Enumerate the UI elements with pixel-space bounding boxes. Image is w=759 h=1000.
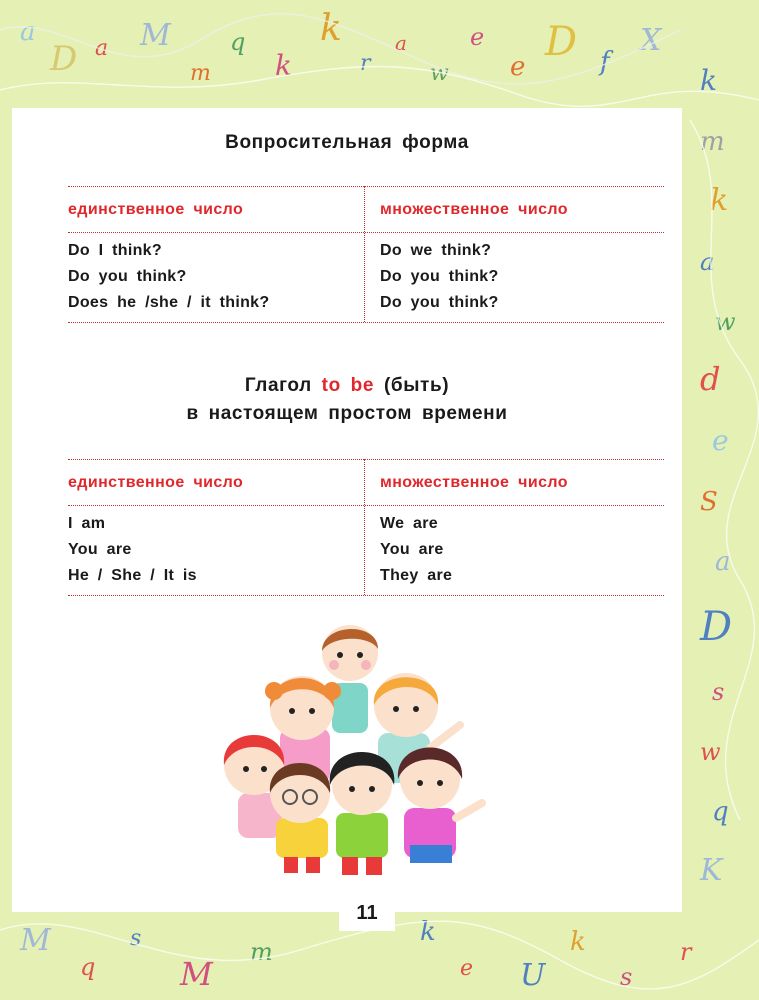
table-divider xyxy=(68,186,664,187)
svg-text:f: f xyxy=(600,47,610,77)
svg-text:k: k xyxy=(570,927,586,957)
table-column-divider xyxy=(364,459,365,595)
section1-title: Вопросительная форма xyxy=(225,132,469,153)
singular-forms xyxy=(68,511,197,589)
svg-text:M: M xyxy=(140,18,171,53)
table-row: Do we think? xyxy=(380,242,492,259)
svg-text:k: k xyxy=(700,64,717,97)
svg-text:m: m xyxy=(190,61,211,86)
title-prefix: Глагол xyxy=(244,375,312,396)
svg-text:D: D xyxy=(700,604,733,650)
svg-text:D: D xyxy=(50,39,78,79)
singular-header: единственное число xyxy=(68,474,244,491)
svg-text:a: a xyxy=(395,31,407,55)
svg-text:U: U xyxy=(520,958,546,993)
table-row: You are xyxy=(380,541,444,558)
svg-text:D: D xyxy=(545,19,578,65)
svg-text:k: k xyxy=(420,917,436,947)
singular-forms xyxy=(68,238,269,316)
svg-text:w: w xyxy=(430,61,449,86)
table-divider xyxy=(68,459,664,460)
table-row: Do I think? xyxy=(68,242,162,259)
table-row: Do you think? xyxy=(68,268,187,285)
section2-title xyxy=(12,372,682,428)
svg-text:m: m xyxy=(700,127,725,157)
table-row: They are xyxy=(380,567,453,584)
svg-text:k: k xyxy=(710,183,729,218)
svg-text:r: r xyxy=(360,51,371,76)
svg-text:S: S xyxy=(700,487,718,517)
svg-text:s: s xyxy=(712,678,725,706)
svg-text:a: a xyxy=(95,36,109,61)
group-of-children-illustration xyxy=(210,613,490,878)
svg-text:a: a xyxy=(715,547,731,577)
table-row: Do you think? xyxy=(380,294,499,311)
table-row: Do you think? xyxy=(380,268,499,285)
svg-text:k: k xyxy=(320,8,342,49)
table-divider xyxy=(68,322,664,323)
content-panel xyxy=(12,108,682,912)
svg-text:d: d xyxy=(700,360,721,398)
plural-header: множественное число xyxy=(380,201,568,218)
svg-text:K: K xyxy=(700,853,723,888)
svg-text:m: m xyxy=(250,938,273,966)
svg-text:e: e xyxy=(712,424,729,457)
svg-text:r: r xyxy=(680,938,692,966)
svg-text:s: s xyxy=(130,926,142,951)
svg-text:w: w xyxy=(715,308,736,336)
table-divider xyxy=(68,232,664,233)
table-divider xyxy=(68,505,664,506)
svg-text:s: s xyxy=(620,963,633,991)
table-divider xyxy=(68,595,664,596)
plural-forms xyxy=(380,238,499,316)
title-highlight: to be xyxy=(321,375,375,396)
svg-text:M: M xyxy=(180,955,213,993)
svg-text:w: w xyxy=(700,738,721,766)
svg-text:q: q xyxy=(712,797,729,827)
table-row: I am xyxy=(68,515,106,532)
table-row: We are xyxy=(380,515,438,532)
svg-text:X: X xyxy=(640,23,662,58)
table-row: You are xyxy=(68,541,132,558)
plural-forms xyxy=(380,511,452,589)
svg-text:a: a xyxy=(20,17,36,47)
svg-text:M: M xyxy=(20,923,51,958)
page-number: 11 xyxy=(339,893,395,931)
svg-text:e: e xyxy=(510,52,526,82)
svg-text:q: q xyxy=(230,28,246,56)
table-row: He / She / It is xyxy=(68,567,197,584)
plural-header: множественное число xyxy=(380,474,568,491)
svg-text:k: k xyxy=(275,49,292,82)
svg-text:a: a xyxy=(700,248,715,276)
svg-text:q: q xyxy=(80,953,96,981)
svg-text:e: e xyxy=(470,23,485,51)
table-column-divider xyxy=(364,186,365,322)
title-line2: в настоящем простом времени xyxy=(186,403,508,424)
title-suffix: (быть) xyxy=(383,375,450,396)
svg-text:e: e xyxy=(460,956,474,981)
table-row: Does he /she / it think? xyxy=(68,294,270,311)
singular-header: единственное число xyxy=(68,201,244,218)
